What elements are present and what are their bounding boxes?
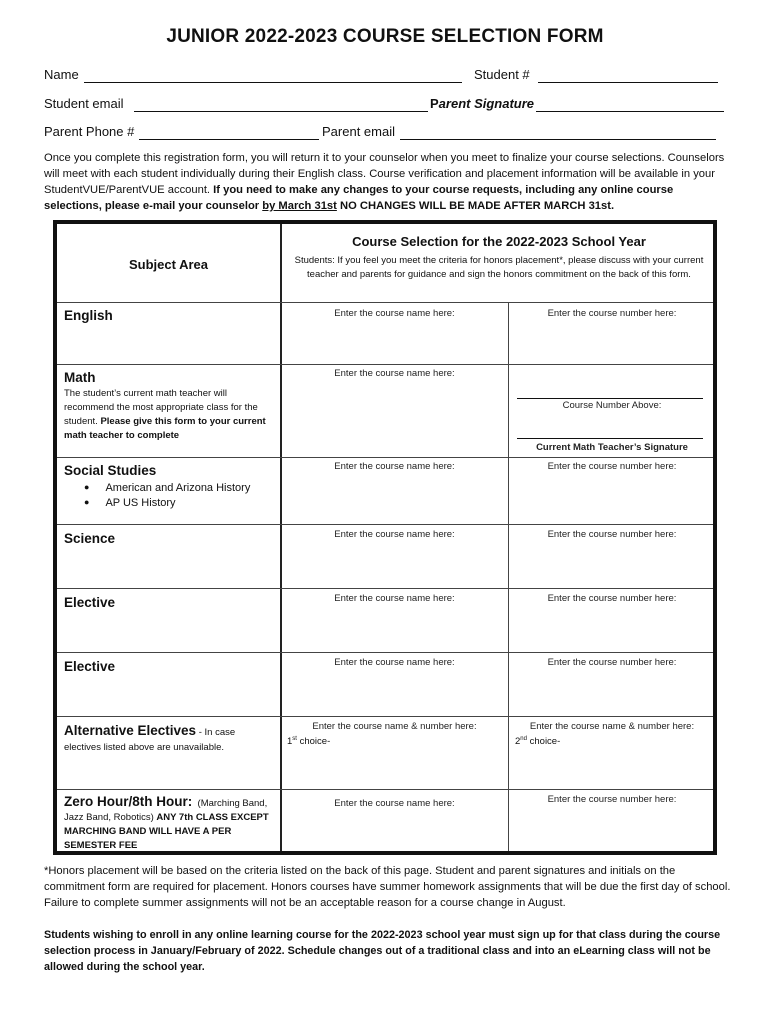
first-choice-label: 1st choice- bbox=[287, 736, 331, 748]
math-course-number-line[interactable] bbox=[517, 398, 703, 399]
name-field[interactable] bbox=[84, 82, 462, 83]
science-course-name[interactable]: Enter the course name here: bbox=[334, 529, 455, 540]
english-course-name[interactable]: Enter the course name here: bbox=[334, 308, 455, 319]
subject-math: Math bbox=[64, 370, 96, 385]
math-teacher-signature-label: Current Math Teacher’s Signature bbox=[536, 442, 688, 453]
parent-signature-label: Parent Signature bbox=[430, 96, 535, 111]
zero-hour-course-number[interactable]: Enter the course number here: bbox=[547, 794, 677, 805]
alt-elective-1-hint[interactable]: Enter the course name & number here: bbox=[312, 721, 477, 732]
science-course-number[interactable]: Enter the course number here: bbox=[547, 529, 677, 540]
elective-1-course-name[interactable]: Enter the course name here: bbox=[334, 593, 455, 604]
alt-elective-2-hint[interactable]: Enter the course name & number here: bbox=[529, 721, 695, 732]
subject-science: Science bbox=[64, 531, 116, 546]
social-studies-options bbox=[64, 481, 250, 511]
zero-hour-course-name[interactable]: Enter the course name here: bbox=[334, 798, 455, 809]
zero-hour-label: Zero Hour/8th Hour: (Marching Band, Jazz Band, Robotics) ANY 7th CLASS EXCEPT MARCHING BAND WILL HAVE A PER SEMESTER FEE bbox=[64, 794, 269, 851]
math-teacher-signature-line[interactable] bbox=[517, 438, 703, 439]
elective-2-course-number[interactable]: Enter the course number here: bbox=[547, 657, 677, 668]
social-studies-course-number[interactable]: Enter the course number here: bbox=[547, 461, 677, 472]
second-choice-label: 2nd choice- bbox=[515, 736, 561, 748]
student-number-field[interactable] bbox=[538, 82, 718, 83]
option-ap-us-history: ● AP US History bbox=[108, 496, 250, 511]
elective-2-course-name[interactable]: Enter the course name here: bbox=[334, 657, 455, 668]
social-studies-course-name[interactable]: Enter the course name here: bbox=[334, 461, 455, 472]
math-note: The student’s current math teacher will recommend the most appropriate class for the student. Please give this form to your current math teacher to complete bbox=[64, 388, 266, 441]
subject-elective-2: Elective bbox=[64, 659, 116, 674]
parent-signature-field[interactable] bbox=[536, 111, 724, 112]
student-number-label: Student # bbox=[474, 67, 530, 82]
alternative-electives-label: Alternative Electives - In case electives listed above are unavailable. bbox=[64, 723, 236, 753]
online-learning-note: Students wishing to enroll in any online learning course for the 2022-2023 school year must sign up for that class during the course selection process in January/February of 2022. Schedule changes out of a traditional class and into an eLearning class will not be allowed during the school year. bbox=[44, 929, 721, 973]
page-title: JUNIOR 2022-2023 COURSE SELECTION FORM bbox=[166, 26, 604, 47]
course-number-above-label: Course Number Above: bbox=[562, 400, 662, 411]
parent-phone-field[interactable] bbox=[139, 139, 319, 140]
subject-social-studies: Social Studies bbox=[64, 463, 157, 478]
deadline-text: by March 31st bbox=[262, 200, 337, 212]
course-selection-table bbox=[53, 220, 717, 855]
honors-instructions: Students: If you feel you meet the criteria for honors placement*, please discuss with your current teacher and parents for guidance and sign the honors commitment on the back of this form. bbox=[294, 255, 704, 280]
honors-footnote: *Honors placement will be based on the criteria listed on the back of this page. Student and parent signatures and initials on the commitment form are required for placement. Honors courses have summer homework assignments that will be due the first day of school. Failure to complete summer assignments will not be an acceptable reason for a course change in August. bbox=[44, 865, 731, 909]
instructions-paragraph: Once you complete this registration form, you will return it to your counselor when you meet to finalize your course selections. Counselors will meet with each student individually during their English class. Course verification and placement information will be available in your StudentVUE/ParentVUE account. If you need to make any changes to your course requests, including any online course selections, please e-mail your counselor by March 31st NO CHANGES WILL BE MADE AFTER MARCH 31st. bbox=[44, 152, 725, 212]
option-american-arizona-history: ● American and Arizona History bbox=[108, 481, 250, 496]
name-label: Name bbox=[44, 67, 79, 82]
parent-email-field[interactable] bbox=[400, 139, 716, 140]
course-selection-header: Course Selection for the 2022-2023 School Year bbox=[352, 234, 646, 249]
math-course-name[interactable]: Enter the course name here: bbox=[334, 368, 455, 379]
parent-phone-label: Parent Phone # bbox=[44, 124, 135, 139]
parent-email-label: Parent email bbox=[322, 124, 395, 139]
student-email-label: Student email bbox=[44, 96, 124, 111]
student-email-field[interactable] bbox=[134, 111, 428, 112]
subject-area-header: Subject Area bbox=[129, 257, 208, 272]
elective-1-course-number[interactable]: Enter the course number here: bbox=[547, 593, 677, 604]
subject-english: English bbox=[64, 308, 113, 323]
english-course-number[interactable]: Enter the course number here: bbox=[547, 308, 677, 319]
subject-elective-1: Elective bbox=[64, 595, 116, 610]
